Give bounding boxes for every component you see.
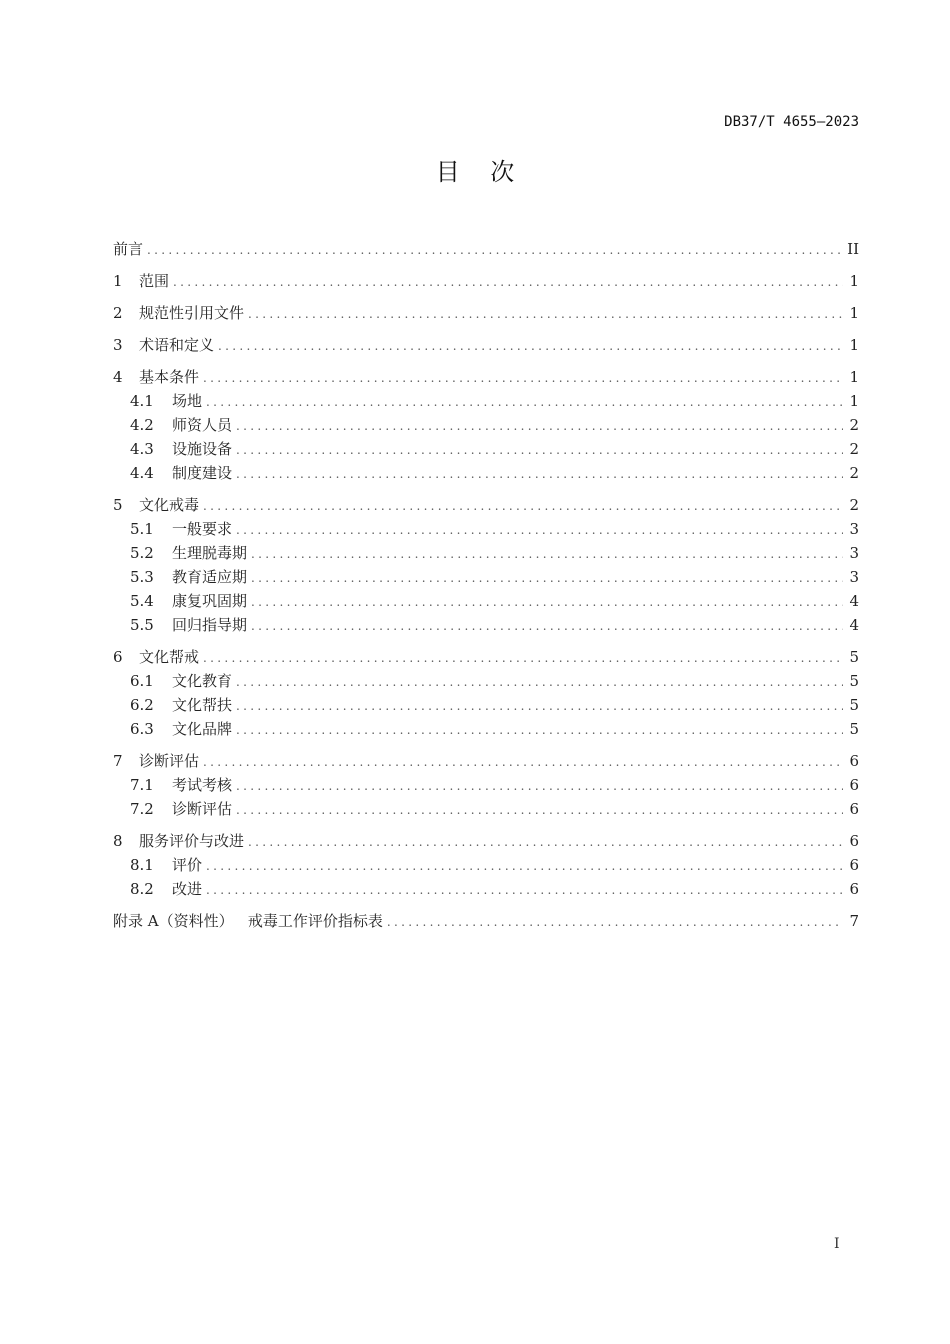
toc-entry-title: 规范性引用文件 [139, 304, 245, 322]
toc-entry-title: 范围 [139, 272, 170, 290]
toc-entry-page: 2 [849, 496, 859, 514]
toc-entry[interactable] [113, 566, 859, 590]
toc-entry-title: 文化品牌 [172, 720, 233, 738]
toc-entry-page: 1 [849, 392, 859, 410]
toc-entry-title: 前言 [113, 240, 144, 258]
page-number: I [834, 1236, 840, 1252]
toc-entry-number: 4.2 [130, 416, 154, 434]
toc-leader-dots [218, 339, 843, 353]
toc-entry[interactable] [113, 718, 859, 742]
toc-leader-dots [206, 859, 843, 873]
toc-entry[interactable] [113, 774, 859, 798]
toc-entry-page: 7 [849, 912, 859, 930]
toc-leader-dots [251, 619, 843, 633]
toc-entry[interactable] [113, 518, 859, 542]
toc-entry-number: 4.1 [130, 392, 154, 410]
toc-entry-title: 生理脱毒期 [172, 544, 248, 562]
toc-entry-number: 4 [113, 368, 123, 386]
toc-entry-title: 术语和定义 [139, 336, 215, 354]
toc-entry-title: 场地 [172, 392, 203, 410]
toc-entry[interactable] [113, 670, 859, 694]
toc-entry[interactable] [113, 798, 859, 822]
toc-entry-page: 4 [849, 616, 859, 634]
toc-entry-page: 5 [849, 648, 859, 666]
toc-entry-number: 5.2 [130, 544, 154, 562]
toc-leader-dots [236, 467, 843, 481]
toc-entry[interactable] [113, 854, 859, 878]
toc-leader-dots [248, 307, 843, 321]
toc-entry[interactable] [113, 302, 859, 326]
toc-entry-page: 5 [849, 696, 859, 714]
toc-entry[interactable] [113, 830, 859, 854]
toc-entry-number: 6.3 [130, 720, 154, 738]
toc-entry-page: 6 [849, 856, 859, 874]
toc-entry-title: 文化帮戒 [139, 648, 200, 666]
toc-entry[interactable] [113, 366, 859, 390]
toc-entry-number: 6 [113, 648, 123, 666]
toc-leader-dots [173, 275, 843, 289]
toc-entry-number: 5.1 [130, 520, 154, 538]
toc-entry-page: 4 [849, 592, 859, 610]
toc-entry-number: 4.3 [130, 440, 154, 458]
toc-entry-number: 8.2 [130, 880, 154, 898]
toc-entry-page: 1 [849, 272, 859, 290]
toc-entry-number: 6.2 [130, 696, 154, 714]
toc-entry-title: 文化帮扶 [172, 696, 233, 714]
toc-entry[interactable] [113, 590, 859, 614]
toc-entry-title: 一般要求 [172, 520, 233, 538]
toc-entry-number: 5.3 [130, 568, 154, 586]
toc-entry[interactable] [113, 878, 859, 902]
toc-entry-number: 7.2 [130, 800, 154, 818]
toc-leader-dots [387, 915, 843, 929]
toc-entry-page: 1 [849, 336, 859, 354]
toc-entry-number: 3 [113, 336, 123, 354]
toc-entry-title: 诊断评估 [139, 752, 200, 770]
toc-entry-number: 7 [113, 752, 123, 770]
toc-entry[interactable] [113, 694, 859, 718]
toc-entry-page: 6 [849, 752, 859, 770]
toc-entry[interactable] [113, 542, 859, 566]
toc-entry-page: 1 [849, 304, 859, 322]
toc-leader-dots [147, 243, 841, 257]
toc-entry-number: 7.1 [130, 776, 154, 794]
toc-entry-page: 1 [849, 368, 859, 386]
toc-leader-dots [236, 723, 843, 737]
toc-entry-title: 教育适应期 [172, 568, 248, 586]
toc-leader-dots [203, 499, 843, 513]
toc-entry-number: 4.4 [130, 464, 154, 482]
page-title: 目 次 [435, 158, 515, 186]
toc-entry[interactable] [113, 614, 859, 638]
toc-leader-dots [236, 675, 843, 689]
toc-entry-page: 5 [849, 720, 859, 738]
toc-leader-dots [236, 803, 843, 817]
toc-entry-title: 考试考核 [172, 776, 233, 794]
toc-entry[interactable] [113, 334, 859, 358]
toc-entry-page: 6 [849, 776, 859, 794]
toc-entry-page: 2 [849, 464, 859, 482]
toc-entry-title: 文化戒毒 [139, 496, 200, 514]
toc-entry-title: 制度建设 [172, 464, 233, 482]
toc-leader-dots [203, 651, 843, 665]
document-code: DB37/T 4655—2023 [724, 114, 859, 130]
toc-entry-page: 6 [849, 880, 859, 898]
toc-leader-dots [236, 419, 843, 433]
toc-entry-page: 6 [849, 800, 859, 818]
toc-entry-number: 5 [113, 496, 123, 514]
toc-entry-number: 6.1 [130, 672, 154, 690]
toc-entry-title: 师资人员 [172, 416, 233, 434]
toc-entry-number: 8.1 [130, 856, 154, 874]
toc-leader-dots [251, 547, 843, 561]
toc-entry-title: 回归指导期 [172, 616, 248, 634]
toc-entry-title: 改进 [172, 880, 203, 898]
toc-leader-dots [206, 395, 843, 409]
toc-entry-title: 服务评价与改进 [139, 832, 245, 850]
toc-entry-page: 6 [849, 832, 859, 850]
toc-entry-number: 8 [113, 832, 123, 850]
toc-entry-number: 5.5 [130, 616, 154, 634]
toc-leader-dots [206, 883, 843, 897]
toc-leader-dots [251, 571, 843, 585]
toc-leader-dots [236, 523, 843, 537]
toc-entry[interactable] [113, 270, 859, 294]
toc-entry-number: 5.4 [130, 592, 154, 610]
toc-entry-title: 基本条件 [139, 368, 200, 386]
toc-entry[interactable] [113, 390, 859, 414]
toc-leader-dots [236, 699, 843, 713]
toc-entry[interactable] [113, 462, 859, 486]
toc-entry[interactable] [113, 494, 859, 518]
toc-leader-dots [248, 835, 843, 849]
toc-entry-title: 附录 A（资料性） 戒毒工作评价指标表 [113, 912, 383, 930]
toc-entry-page: 2 [849, 416, 859, 434]
toc-entry[interactable] [113, 414, 859, 438]
toc-entry-page: II [847, 240, 859, 258]
toc-entry-number: 2 [113, 304, 123, 322]
toc-entry-page: 3 [849, 544, 859, 562]
toc-leader-dots [236, 443, 843, 457]
toc-entry-title: 诊断评估 [172, 800, 233, 818]
toc-entry[interactable] [113, 910, 859, 934]
toc-entry-title: 评价 [172, 856, 203, 874]
toc-leader-dots [251, 595, 843, 609]
toc-leader-dots [203, 755, 843, 769]
toc-entry-page: 3 [849, 520, 859, 538]
toc-entry[interactable] [113, 238, 859, 262]
toc-entry-title: 设施设备 [172, 440, 233, 458]
toc-entry[interactable] [113, 646, 859, 670]
toc-entry-number: 1 [113, 272, 123, 290]
toc-leader-dots [203, 371, 843, 385]
toc-entry-page: 2 [849, 440, 859, 458]
toc-entry-page: 3 [849, 568, 859, 586]
toc-entry-title: 文化教育 [172, 672, 233, 690]
toc-entry-page: 5 [849, 672, 859, 690]
toc-entry[interactable] [113, 438, 859, 462]
table-of-contents [113, 238, 859, 934]
toc-entry-title: 康复巩固期 [172, 592, 248, 610]
toc-leader-dots [236, 779, 843, 793]
toc-entry[interactable] [113, 750, 859, 774]
